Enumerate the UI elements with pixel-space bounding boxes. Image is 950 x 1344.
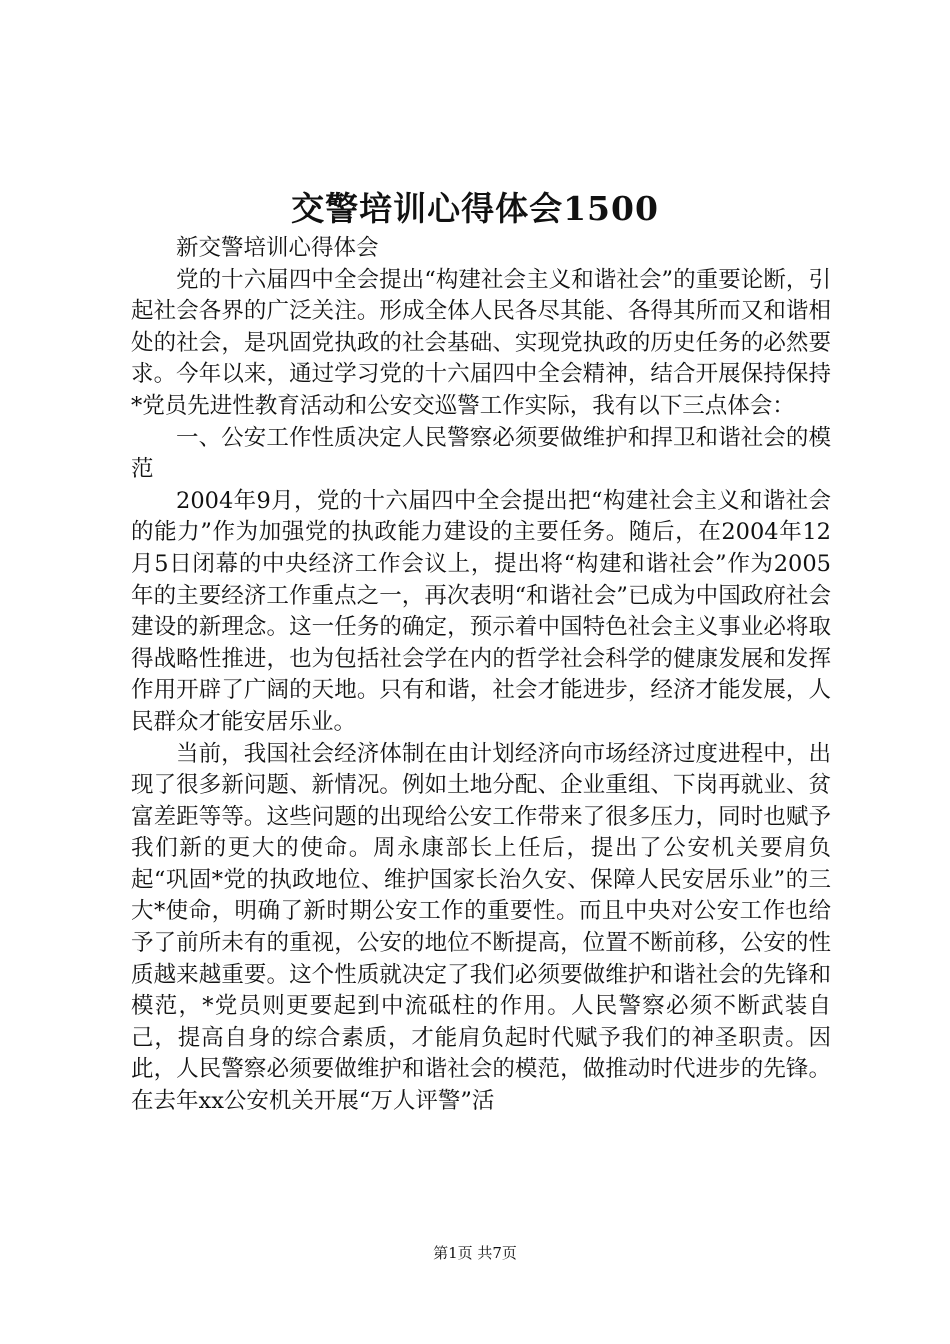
paragraph-current: 当前，我国社会经济体制在由计划经济向市场经济过度进程中，出现了很多新问题、新情况。例如土地分配、企业重组、下岗再就业、贫富差距等等。这些问题的出现给公安工作带来了很多压力，同时也赋予我们新的更大的使命。周永康部长上任后，提出了公安机关要肩负起“巩固*党的执政地位、维护国家长治久安、保障人民安居乐业”的三大*使命，明确了新时期公安工作的重要性。而且中央对公安工作也给予了前所未有的重视，公安的地位不断提高，位置不断前移，公安的性质越来越重要。这个性质就决定了我们必须要做维护和谐社会的先锋和模范，*党员则更要起到中流砥柱的作用。人民警察必须不断武装自己，提高自身的综合素质，才能肩负起时代赋予我们的神圣职责。因此，人民警察必须要做维护和谐社会的模范，做推动时代进步的先锋。在去年xx公安机关开展“万人评警”活: [131, 740, 831, 1115]
page-footer: 第1页 共7页: [433, 1244, 517, 1262]
section-heading-1: 一、公安工作性质决定人民警察必须要做维护和捍卫和谐社会的模范: [131, 424, 831, 483]
page-title: 交警培训心得体会1500: [291, 189, 659, 228]
paragraph-intro: 党的十六届四中全会提出“构建社会主义和谐社会”的重要论断，引起社会各界的广泛关注。形成全体人民各尽其能、各得其所而又和谐相处的社会，是巩固党执政的社会基础、实现党执政的历史任务的必然要求。今年以来，通过学习党的十六届四中全会精神，结合开展保持保持*党员先进性教育活动和公安交巡警工作实际，我有以下三点体会：: [131, 266, 831, 419]
paragraph-subtitle: 新交警培训心得体会: [176, 235, 379, 261]
document-body: [131, 233, 831, 1118]
paragraph-2004: 2004年9月，党的十六届四中全会提出把“构建社会主义和谐社会的能力”作为加强党的执政能力建设的主要任务。随后，在2004年12月5日闭幕的中央经济工作会议上，提出将“构建和谐社会”作为2005年的主要经济工作重点之一，再次表明“和谐社会”已成为中国政府社会建设的新理念。这一任务的确定，预示着中国特色社会主义事业必将取得战略性推进，也为包括社会学在内的哲学社会科学的健康发展和发挥作用开辟了广阔的天地。只有和谐，社会才能进步，经济才能发展，人民群众才能安居乐业。: [131, 487, 831, 735]
